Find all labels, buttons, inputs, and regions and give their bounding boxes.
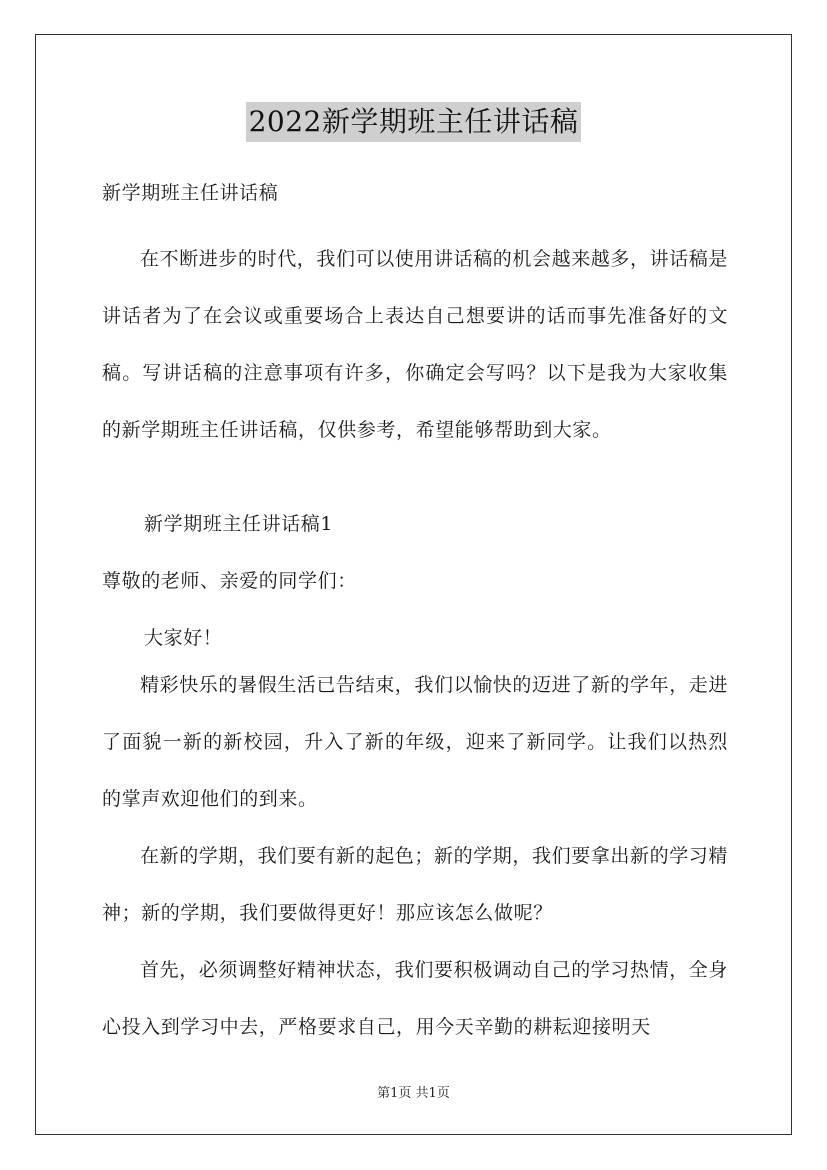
page-footer: 第1页 共1页 (377, 1086, 450, 1101)
body-paragraph-1: 精彩快乐的暑假生活已告结束，我们以愉快的迈进了新的学年，走进了面貌一新的新校园，升入了新的年级，迎来了新同学。让我们以热烈的掌声欢迎他们的到来。 (102, 674, 729, 810)
body-paragraph-3: 首先，必须调整好精神状态，我们要积极调动自己的学习热情，全身心投入到学习中去，严格要求自己，用今天辛勤的耕耘迎接明天 (102, 959, 729, 1038)
body-paragraph-2: 在新的学期，我们要有新的起色；新的学期，我们要拿出新的学习精神；新的学期，我们要做得更好！那应该怎么做呢？ (102, 845, 729, 924)
salutation: 尊敬的老师、亲爱的同学们： (102, 570, 357, 592)
document-body (102, 174, 728, 1056)
document-subtitle: 新学期班主任讲话稿 (102, 182, 279, 204)
intro-paragraph: 在不断进步的时代，我们可以使用讲话稿的机会越来越多，讲话稿是讲话者为了在会议或重要场合上表达自己想要讲的话而事先准备好的文稿。写讲话稿的注意事项有许多，你确定会写吗？以下是我为大家收集的新学期班主任讲话稿，仅供参考，希望能够帮助到大家。 (102, 248, 729, 441)
document-title: 2022新学期班主任讲话稿 (246, 102, 582, 142)
section-heading: 新学期班主任讲话稿1 (144, 513, 334, 535)
title-wrap (0, 102, 827, 142)
greeting: 大家好！ (144, 627, 223, 649)
